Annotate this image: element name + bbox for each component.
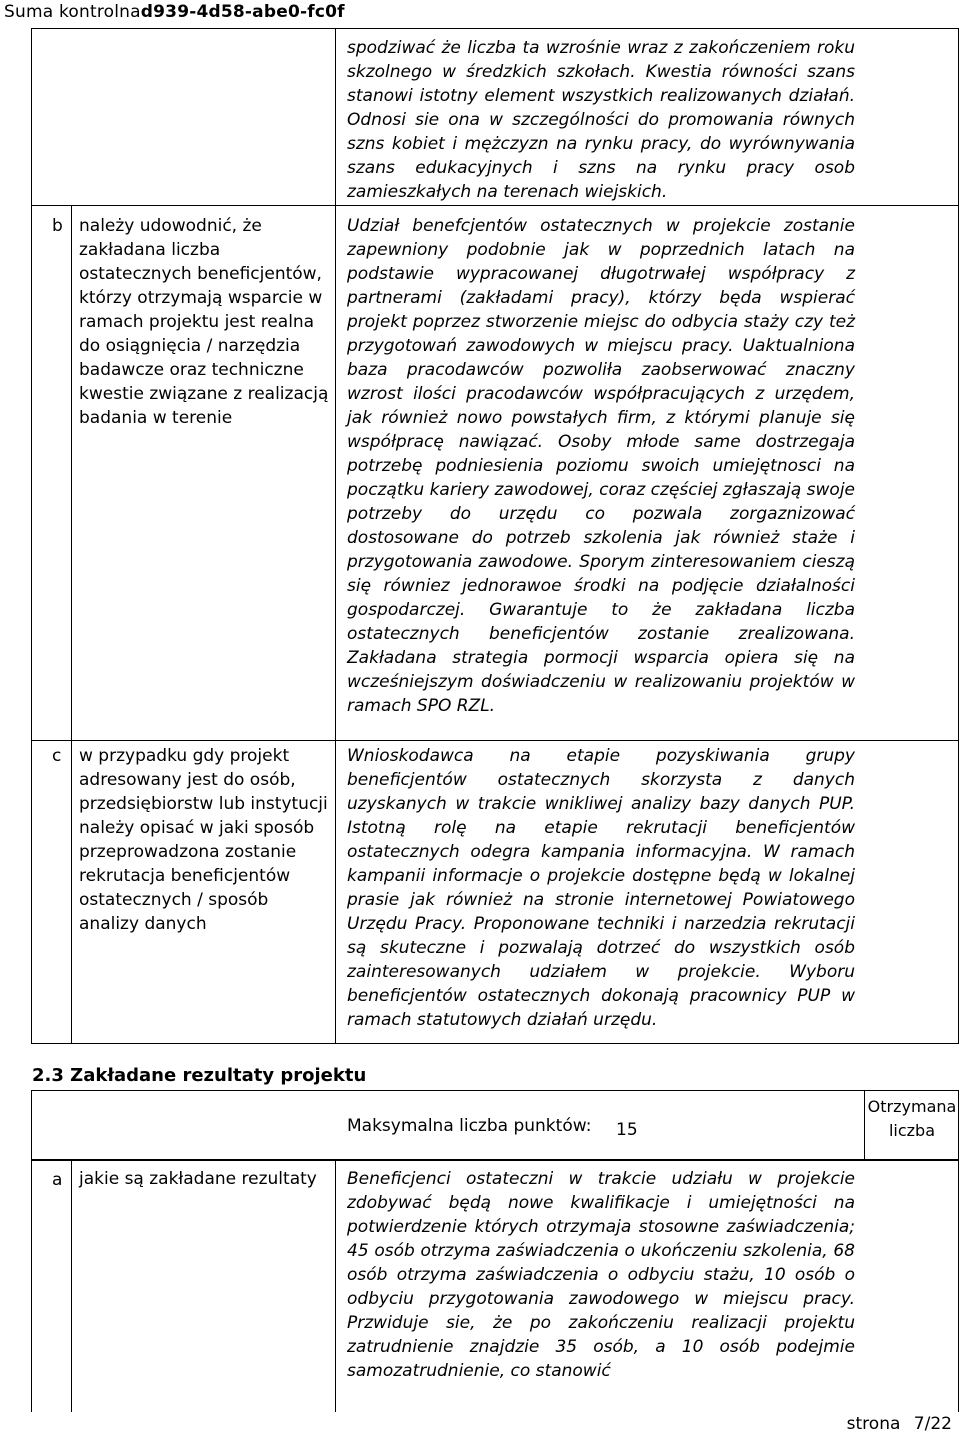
row-letter-a: a [52,1170,63,1190]
answer-b: Udział benefcjentów ostatecznych w projekcie zostanie zapewniony podobnie jak w poprzednich latach na podstawie wypracowanej długotrwałej współpracy z partnerami (zakładami pracy), którzy będa wspierać projekt poprzez stworzenie miejsc do odbycia staży czy też przygotowań zawodowych w miejscu pracy. Uaktualniona baza pracodawców pozwoliła zaobserwować znaczny wzrost ilości pracodawców współpracujących z urzędem, jak również nowo powstałych firm, z którymi planuje się współpracę nawiązać. Osoby młode same dostrzegaja potrzebę podniesienia poziomu swoich umiejętnosci na początku kariery zawodowej, coraz częściej zgłaszają swoje potrzeby do urzędu co pozwala zorgaznizować dostosowane do potrzeb szkolenia jak również staże i przygotowania zawodowe. Sporym zinteresowaniem cieszą się równiez jednorawoe środki na podjęcie działalności gospodarczej. Gwarantuje to że zakładana liczba ostatecznych beneficjentów zostanie zrealizowana. Zakładana strategia pormocji wsparcia opiera się na wcześniejszym doświadczeniu w realizowaniu projektów w ramach SPO RZL. [347,216,856,716]
letter-column-divider [71,205,72,1044]
page-label: strona [846,1414,901,1434]
page-number: strona 7/22 [846,1414,952,1434]
document-header [4,2,345,22]
section-title: 2.3 Zakładane rezultaty projektu [32,1065,367,1086]
row-divider [31,740,959,741]
question-b: należy udowodnić, że zakładana liczba ostatecznych beneficjentów, którzy otrzymają wsparcie w ramach projektu jest realna do osiągnięcia / narzędzia badawcze oraz techniczne kwestie związane z realizacją badania w terenie [79,216,329,428]
page-total: 22 [930,1414,952,1434]
score-column-divider [864,1090,865,1160]
row-letter-c: c [52,746,62,766]
answer-column-divider [335,28,336,1044]
letter-column-divider [71,1160,72,1412]
max-points-value: 15 [616,1120,638,1140]
answer-c: Wnioskodawca na etapie pozyskiwania grupy beneficjentów ostatecznych skorzysta z danych uzyskanych w trakcie wnikliwej analizy bazy danych PUP. Istotną rolę na etapie rekrutacji beneficjentów ostatecznych odegra kampania informacyjna. W ramach kampanii informacje o projekcie dostępne będą w lokalnej prasie jak również na stronie internetowej Powiatowego Urzędu Pracy. Proponowane techniki i narzedzia rekrutacji są skuteczne i pozwalają dotrzeć do wszystkich osób zainteresowanych udziałem w projekcie. Wyboru beneficjentów ostatecznych dokonają pracownicy PUP w ramach statutowych działań urzędu. [347,746,855,1030]
page-current: 7 [913,1414,925,1434]
header-title-prefix: Suma kontrolna [4,2,141,22]
question-c: w przypadku gdy projekt adresowany jest do osób, przedsiębiorstw lub instytucji należy opisać w jaki sposób przeprowadzona zostanie rekrutacja beneficjentów ostatecznych / sposób analizy danych [79,746,328,934]
question-a: jakie są zakładane rezultaty [79,1169,317,1189]
answer-a: Beneficjenci ostateczni w trakcie udziału w projekcie zdobywać będą nowe kwalifikacje i umiejętności na potwierdzenie których otrzymaja stosowne zaświadczenia; 45 osób otrzyma zaświadczenia o ukończeniu szkolenia, 68 osób otrzyma zaświadczenia o odbyciu stażu, 10 osób o odbyciu przygotowania zawodowego w miejscu pracy. Przwiduje sie, że po zakończeniu realizacji projektu zatrudnienie znajdzie 35 osób, a 10 osób podejmie samozatrudnienie, co stanowić [347,1169,855,1381]
answer-column-divider [335,1160,336,1412]
row-divider [31,205,959,206]
row-letter-b: b [52,216,63,236]
header-checksum: d939-4d58-abe0-fc0f [140,2,345,22]
max-points-label: Maksymalna liczba punktów: [347,1116,592,1136]
received-score-label: Otrzymana liczba [867,1097,957,1140]
answer-continuation: spodziwać że liczba ta wzrośnie wraz z zakończeniem roku skzolnego w średzkich szkołach. Kwestia równości szans stanowi istotny element wszystkich realizowanych działań. Odnosi sie ona w szczególności do promowania równych szns kobiet i mężczyzn na rynku pracy, do wyrównywania szans edukacyjnych i szns na rynku pracy osob zamieszkałych na terenach wiejskich. [347,38,855,202]
